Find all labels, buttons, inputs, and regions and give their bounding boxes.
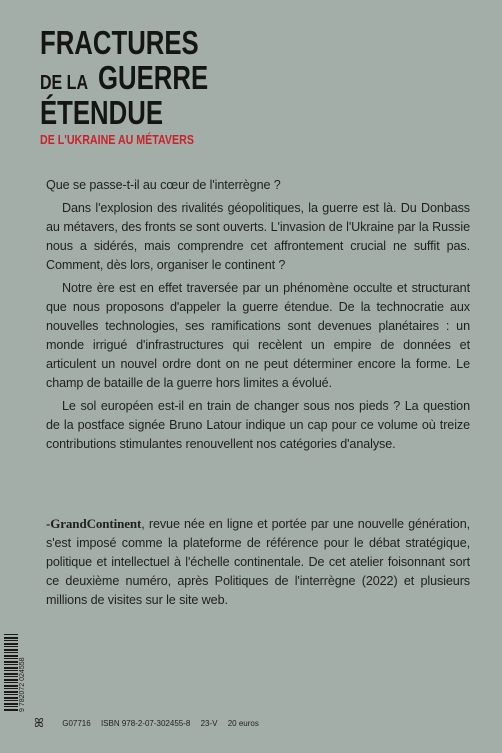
publisher-text: , revue née en ligne et portée par une nouvelle génération, s'est imposé comme la plateforme de référence pour le débat stratégique, politique et intellectuel à l'échelle continentale. De cet atelier foisonnant sort ce deuxième numéro, après Politiques de l'interrègne (2022) et plusieurs millions de visites sur le site web. [46, 517, 470, 607]
title-block [40, 26, 244, 147]
title-line-2 [40, 61, 244, 94]
price: 20 euros [227, 719, 259, 728]
barcode-digits: 9 782072 024558 [19, 657, 26, 712]
title-line-2-big: GUERRE [98, 59, 209, 96]
edition-code: 23-V [200, 719, 218, 728]
isbn: ISBN 978-2-07-302455-8 [100, 719, 191, 728]
footer-info [34, 716, 267, 731]
subtitle: DE L'UKRAINE AU MÉTAVERS [40, 132, 194, 147]
publisher-paragraph [46, 514, 470, 610]
title-line-2-small: DE LA [40, 72, 88, 94]
product-code: G07716 [62, 719, 91, 728]
back-cover-blurb [46, 176, 470, 454]
publisher-blurb [46, 514, 470, 610]
title-line-3: ÉTENDUE [40, 94, 163, 131]
paragraph-2: Dans l'explosion des rivalités géopolitiques, la guerre est là. Du Donbass au métavers, des fronts se sont ouverts. L'invasion de l'Ukraine par la Russie nous a sidérés, mais comprendre cet affrontement crucial ne suffit pas. Comment, dès lors, organiser le continent ? [46, 201, 470, 272]
paragraph-4: Le sol européen est-il en train de changer sous nos pieds ? La question de la postface signée Bruno Latour indique un cap pour ce volume où treize contributions stimulantes renouvellent nos catégories d'analyse. [46, 399, 470, 451]
grand-continent-brand: -GrandContinent [46, 516, 142, 531]
paragraph-1: Que se passe-t-il au cœur de l'interrègne ? [46, 178, 281, 192]
title-line-1: FRACTURES [40, 24, 199, 61]
paragraph-3: Notre ère est en effet traversée par un phénomène occulte et structurant que nous proposons d'appeler la guerre étendue. De la technocratie aux nouvelles technologies, ses ramifications sont devenues planétaires : un monde irrigué d'infrastructures qui recèlent un empire de données et articulent un nouvel ordre dont on ne peut déterminer encore la forme. Le champ de bataille de la guerre hors limites a évolué. [46, 281, 470, 390]
publisher-logo-icon: ꕤ [34, 716, 44, 730]
barcode [4, 634, 18, 712]
